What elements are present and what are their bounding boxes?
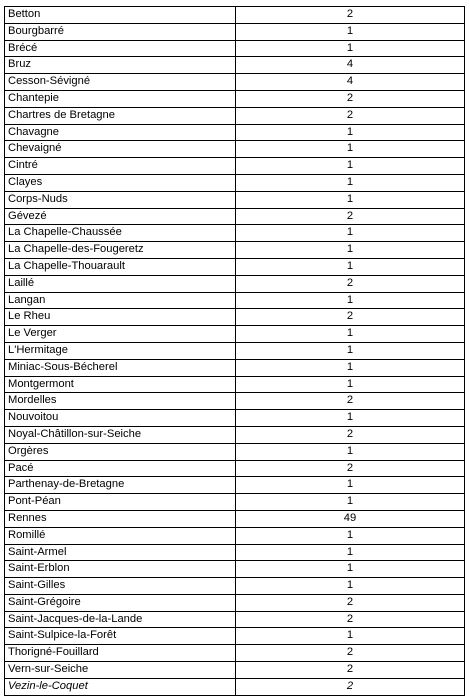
table-row: [5, 258, 465, 275]
commune-count-cell: 1: [236, 23, 465, 40]
commune-count-cell: 2: [236, 393, 465, 410]
table-row: [5, 527, 465, 544]
commune-count-cell: 1: [236, 141, 465, 158]
table-row: [5, 309, 465, 326]
commune-count-cell: 2: [236, 594, 465, 611]
commune-name-cell: Vezin-le-Coquet: [5, 678, 236, 695]
table-row: [5, 124, 465, 141]
commune-count-cell: 1: [236, 578, 465, 595]
commune-count-cell: 2: [236, 460, 465, 477]
commune-count-cell: 2: [236, 208, 465, 225]
commune-count-cell: 2: [236, 426, 465, 443]
commune-count-cell: 2: [236, 309, 465, 326]
commune-count-cell: 1: [236, 40, 465, 57]
table-row: [5, 460, 465, 477]
commune-name-cell: Orgères: [5, 443, 236, 460]
commune-name-cell: Parthenay-de-Bretagne: [5, 477, 236, 494]
table-row: [5, 90, 465, 107]
commune-name-cell: La Chapelle-des-Fougeretz: [5, 242, 236, 259]
table-row: [5, 107, 465, 124]
commune-name-cell: Saint-Erblon: [5, 561, 236, 578]
commune-count-cell: 1: [236, 326, 465, 343]
commune-name-cell: Betton: [5, 7, 236, 24]
commune-name-cell: La Chapelle-Chaussée: [5, 225, 236, 242]
commune-count-cell: 2: [236, 7, 465, 24]
commune-name-cell: Rennes: [5, 510, 236, 527]
table-row: [5, 645, 465, 662]
table-row: [5, 74, 465, 91]
table-row: [5, 326, 465, 343]
commune-count-cell: 1: [236, 544, 465, 561]
table-row: [5, 225, 465, 242]
commune-count-cell: 2: [236, 275, 465, 292]
commune-count-cell: 1: [236, 494, 465, 511]
commune-name-cell: Saint-Sulpice-la-Forêt: [5, 628, 236, 645]
commune-name-cell: Laillé: [5, 275, 236, 292]
commune-name-cell: Gévezé: [5, 208, 236, 225]
table-row: [5, 494, 465, 511]
table-row: [5, 594, 465, 611]
table-row: [5, 376, 465, 393]
commune-name-cell: Le Verger: [5, 326, 236, 343]
commune-count-cell: 1: [236, 225, 465, 242]
table-row: [5, 158, 465, 175]
commune-name-cell: Mordelles: [5, 393, 236, 410]
commune-name-cell: Nouvoitou: [5, 410, 236, 427]
commune-count-cell: 1: [236, 191, 465, 208]
commune-name-cell: Saint-Gilles: [5, 578, 236, 595]
commune-count-cell: 1: [236, 527, 465, 544]
table-body: [5, 7, 465, 696]
commune-name-cell: Bruz: [5, 57, 236, 74]
commune-name-cell: Montgermont: [5, 376, 236, 393]
commune-name-cell: Chevaigné: [5, 141, 236, 158]
table-row: [5, 242, 465, 259]
commune-name-cell: Vern-sur-Seiche: [5, 662, 236, 679]
table-row: [5, 208, 465, 225]
table-row: [5, 393, 465, 410]
commune-name-cell: Le Rheu: [5, 309, 236, 326]
commune-name-cell: Chantepie: [5, 90, 236, 107]
commune-name-cell: Pont-Péan: [5, 494, 236, 511]
table-row: [5, 23, 465, 40]
table-row: [5, 477, 465, 494]
commune-count-cell: 1: [236, 628, 465, 645]
commune-count-cell: 1: [236, 342, 465, 359]
commune-name-cell: La Chapelle-Thouarault: [5, 258, 236, 275]
commune-count-cell: 1: [236, 376, 465, 393]
commune-count-cell: 4: [236, 74, 465, 91]
table-row: [5, 141, 465, 158]
commune-name-cell: Clayes: [5, 174, 236, 191]
commune-name-cell: L'Hermitage: [5, 342, 236, 359]
commune-count-cell: 2: [236, 678, 465, 695]
commune-name-cell: Miniac-Sous-Bécherel: [5, 359, 236, 376]
commune-name-cell: Romillé: [5, 527, 236, 544]
commune-count-cell: 49: [236, 510, 465, 527]
commune-name-cell: Noyal-Châtillon-sur-Seiche: [5, 426, 236, 443]
table-row: [5, 7, 465, 24]
commune-name-cell: Bourgbarré: [5, 23, 236, 40]
table-row: [5, 40, 465, 57]
table-row: [5, 561, 465, 578]
table-row: [5, 510, 465, 527]
commune-name-cell: Brécé: [5, 40, 236, 57]
commune-count-cell: 2: [236, 90, 465, 107]
table-row: [5, 678, 465, 695]
commune-count-cell: 2: [236, 645, 465, 662]
table-row: [5, 292, 465, 309]
table-row: [5, 191, 465, 208]
commune-count-cell: 1: [236, 443, 465, 460]
commune-count-cell: 1: [236, 124, 465, 141]
commune-name-cell: Cesson-Sévigné: [5, 74, 236, 91]
commune-name-cell: Saint-Armel: [5, 544, 236, 561]
commune-count-cell: 2: [236, 611, 465, 628]
table-row: [5, 57, 465, 74]
commune-count-cell: 1: [236, 410, 465, 427]
commune-count-cell: 4: [236, 57, 465, 74]
table-row: [5, 174, 465, 191]
table-row: [5, 443, 465, 460]
commune-name-cell: Chavagne: [5, 124, 236, 141]
commune-name-cell: Saint-Jacques-de-la-Lande: [5, 611, 236, 628]
commune-count-cell: 1: [236, 258, 465, 275]
commune-count-cell: 1: [236, 477, 465, 494]
table-row: [5, 410, 465, 427]
table-row: [5, 275, 465, 292]
table-row: [5, 359, 465, 376]
table-row: [5, 611, 465, 628]
commune-count-cell: 1: [236, 158, 465, 175]
table-row: [5, 578, 465, 595]
commune-count-cell: 1: [236, 292, 465, 309]
commune-name-cell: Langan: [5, 292, 236, 309]
commune-name-cell: Pacé: [5, 460, 236, 477]
table-row: [5, 628, 465, 645]
commune-name-cell: Thorigné-Fouillard: [5, 645, 236, 662]
commune-count-cell: 1: [236, 174, 465, 191]
commune-name-cell: Corps-Nuds: [5, 191, 236, 208]
table-row: [5, 544, 465, 561]
commune-name-cell: Chartres de Bretagne: [5, 107, 236, 124]
table-row: [5, 426, 465, 443]
commune-name-cell: Cintré: [5, 158, 236, 175]
commune-count-table: [4, 6, 465, 696]
commune-count-cell: 2: [236, 107, 465, 124]
commune-count-cell: 1: [236, 359, 465, 376]
commune-name-cell: Saint-Grégoire: [5, 594, 236, 611]
table-row: [5, 662, 465, 679]
commune-count-cell: 1: [236, 242, 465, 259]
commune-count-cell: 1: [236, 561, 465, 578]
commune-count-cell: 2: [236, 662, 465, 679]
table-row: [5, 342, 465, 359]
commune-table-container: [4, 6, 465, 696]
